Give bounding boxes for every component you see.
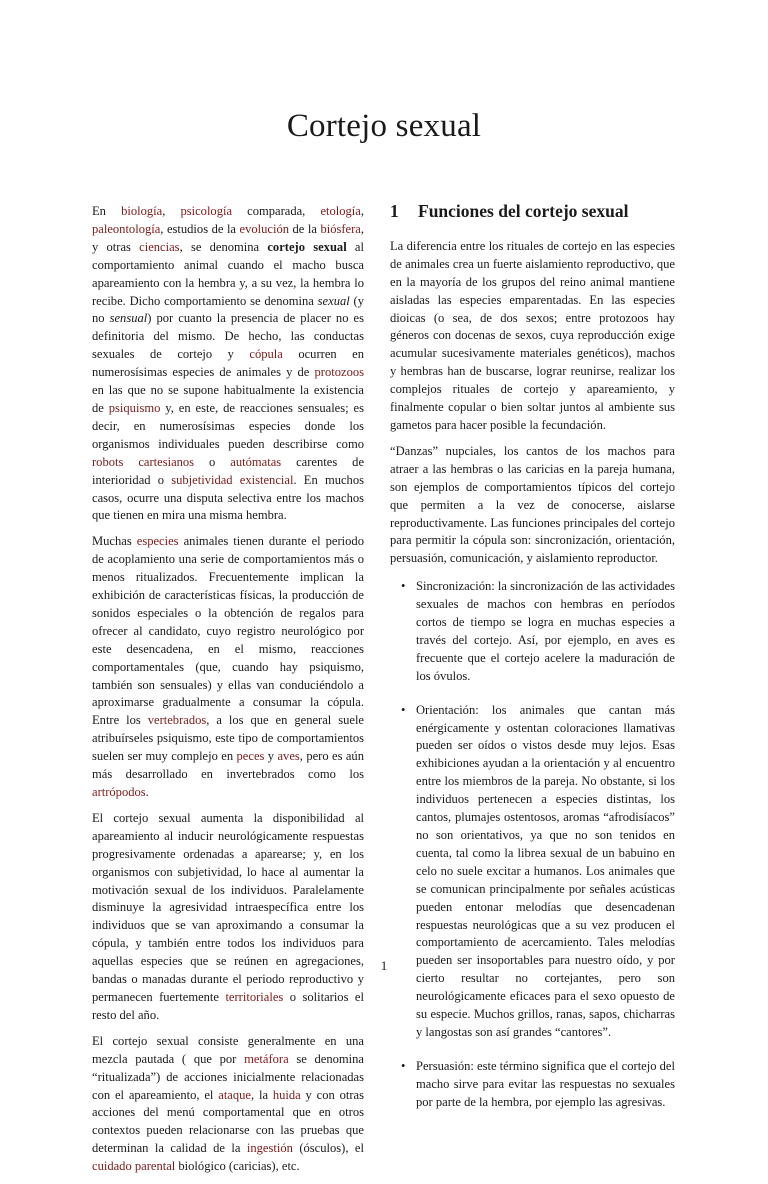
bullet-icon: • [401, 702, 406, 717]
inline-link[interactable]: robots cartesianos [92, 454, 195, 469]
right-column [390, 203, 675, 1128]
page-number: 1 [380, 958, 388, 973]
list-item [390, 578, 675, 685]
italic-term: sexual [317, 293, 350, 308]
section-number: 1 [390, 201, 399, 221]
inline-link[interactable]: biósfera [320, 221, 361, 236]
inline-link[interactable]: paleontología [92, 221, 161, 236]
inline-link[interactable]: protozoos [314, 365, 364, 380]
inline-link[interactable]: artrópodos [92, 785, 146, 799]
functions-list [390, 578, 675, 1111]
left-column [92, 203, 364, 1184]
inline-link[interactable]: etología [320, 204, 361, 218]
composition-paragraph: El cortejo sexual consiste generalmente en una mezcla pautada ( que por metáfora se denomina “ritualizada”) de acciones inicialmente relacionadas con el apareamiento, el ataque, la huida y con otras acciones del menú comportamental que en otros contextos pueden relacionarse con las pruebas que determinan la calidad de la ingestión (ósculos), el cuidado parental biológico (caricias), etc. [92, 1033, 364, 1174]
inline-link[interactable]: autómatas [230, 454, 282, 469]
section-heading [390, 203, 675, 221]
inline-link[interactable]: territoriales [225, 989, 284, 1004]
list-item [390, 1058, 675, 1112]
page-title: Cortejo sexual [286, 108, 482, 144]
inline-link[interactable]: ingestión [246, 1141, 293, 1156]
section-title: Funciones del cortejo sexual [418, 201, 629, 221]
italic-term: sensual [109, 311, 148, 326]
species-paragraph: Muchas especies animales tienen durante el periodo de acoplamiento una serie de comportamientos más o menos ritualizados. Frecuentemente implican la exhibición de características físicas, la producción de sonidos especiales o la obtención de regalos para ofrecer al candidato, cuyo registro neurológico por este desencadena, en el mismo, reacciones comportamentales (que, cuando hay psiquismo, también son sensuales) y ellas van conduciéndolo a aproximarse gradualmente a consumar la cópula. Entre los vertebrados, a los que en general suele atribuírseles psiquismo, este tipo de comportamientos suelen ser muy complejo en peces y aves, pero es aún más desarrollado en invertebrados como los artrópodos. [92, 534, 364, 799]
intro-paragraph: En biología, psicología comparada, etología, paleontología, estudios de la evolución de la biósfera, y otras ciencias, se denomina cortejo sexual al comportamiento animal cuando el macho busca apareamiento con la hembra y, a su vez, la hembra lo recibe. Dicho comportamiento se denomina sexual (y no sensual) por cuanto la presencia de placer no es definitoria del mismo. De hecho, las conductas sexuales de cortejo y cópula ocurren en numerosísimas especies de animales y de protozoos en las que no se supone habitualmente la existencia de psiquismo y, en este, de reacciones sensuales; es decir, en numerosísimas especies donde los organismos individuales pueden describirse como robots cartesianos o autómatas carentes de interioridad o subjetividad existencial. En muchos casos, ocurre una disputa selectiva entre los machos que tienen en mira una misma hembra. [92, 204, 365, 523]
section-paragraph: La diferencia entre los rituales de cortejo en las especies de animales crea un fuerte aislamiento reproductivo, que en la mayoría de los grupos del reino animal mantiene aisladas las especies emparentadas. En las especies dioicas (o sea, de dos sexos; entre protozoos hay géneros con docenas de sexos, cuya reproducción exige acumular sucesivamente materiales genéticos), machos y hembras han de buscarse, lograr reunirse, realizar los complejos rituales de cortejo y apareamiento, y finalmente copular o bien soltar juntos al ambiente sus gametos para hacer posible la fecundación. [390, 238, 675, 432]
inline-link[interactable]: ciencias [139, 239, 180, 254]
inline-link[interactable]: peces [236, 749, 265, 764]
list-item-text: Sincronización: la sincronización de las actividades sexuales de machos con hembras en períodos cortos de tiempo se logra en muchas especies a través del cortejo. Así, por ejemplo, en aves es frecuente que el cortejo acelere la maduración de los óvulos. [416, 579, 675, 683]
inline-link[interactable]: cópula [249, 347, 283, 362]
inline-link[interactable]: especies [136, 534, 179, 549]
inline-link[interactable]: aves [277, 749, 300, 764]
inline-link[interactable]: evolución [239, 221, 289, 236]
section-paragraph: “Danzas” nupciales, los cantos de los machos para atraer a las hembras o las caricias en la pareja humana, son ejemplos de comportamientos típicos del cortejo que permiten a la vez de conocerse, aislarse reproductivamente. Las funciones principales del cortejo para permitir la cópula son: sincronización, orientación, persuasión, comunicación, y aislamiento reproductor. [390, 443, 675, 566]
list-item-text: Orientación: los animales que cantan más enérgicamente y ostentan coloraciones llamativas pueden ser oídos o vistos desde muy lejos. Esas exhibiciones ayudan a la orientación y al encuentro entre los miembros de la pareja. No obstante, si los individuos pertenecen a especies distintas, los cantos, plumajes ostentosos, aromas “afrodisíacos” no son orientativos, ya que no son tenidos en cuenta, tal como la librea sexual de un babuino en celo no suele excitar a humanos. Los animales que se comunican principalmente por señales acústicas pueden entonar melodías que desencadenan respuestas neurológicas que a su vez producen el comportamiento de acercamiento. Tales melodías pueden ser insoportables para nuestro oído, y por cierto resultar no cortejantes, pero son neurológicamente eficaces para el sexo opuesto de su especie. Muchos grillos, ranas, sapos, chicharras y langostas son así grandes “cantores”. [416, 702, 675, 1039]
list-item-text: Persuasión: este término significa que el cortejo del macho sirve para evitar las respuestas no sexuales por parte de la hembra, por ejemplo las agresivas. [416, 1058, 675, 1109]
inline-link[interactable]: metáfora [244, 1051, 289, 1066]
bullet-icon: • [401, 579, 406, 594]
inline-link[interactable]: psicología [180, 204, 233, 218]
inline-link[interactable]: biología [121, 204, 163, 218]
bullet-icon: • [401, 1058, 406, 1073]
availability-paragraph: El cortejo sexual aumenta la disponibilidad al apareamiento al inducir neurológicamente respuestas progresivamente ordenadas a aparearse; y, en los organismos con subjetividad, lo hace al aumentar la motivación sexual de los individuos. Paralelamente disminuye la agresividad intraespecífica entre los individuos que se van aproximando a consumar la cópula, y también entre todos los individuos para aquellas especies que se reúnen en agregaciones, bandas o manadas durante el periodo reproductivo y permanecen fuertemente territoriales o solitarios el resto del año. [92, 810, 364, 1022]
inline-link[interactable]: psiquismo [108, 400, 161, 415]
bold-term: cortejo sexual [267, 239, 347, 254]
inline-link[interactable]: subjetividad existencial [171, 472, 294, 487]
inline-link[interactable]: vertebrados [147, 713, 207, 728]
list-item [390, 702, 675, 1042]
inline-link[interactable]: huida [272, 1087, 301, 1102]
inline-link[interactable]: ataque [218, 1087, 251, 1102]
inline-link[interactable]: cuidado parental [92, 1159, 176, 1174]
